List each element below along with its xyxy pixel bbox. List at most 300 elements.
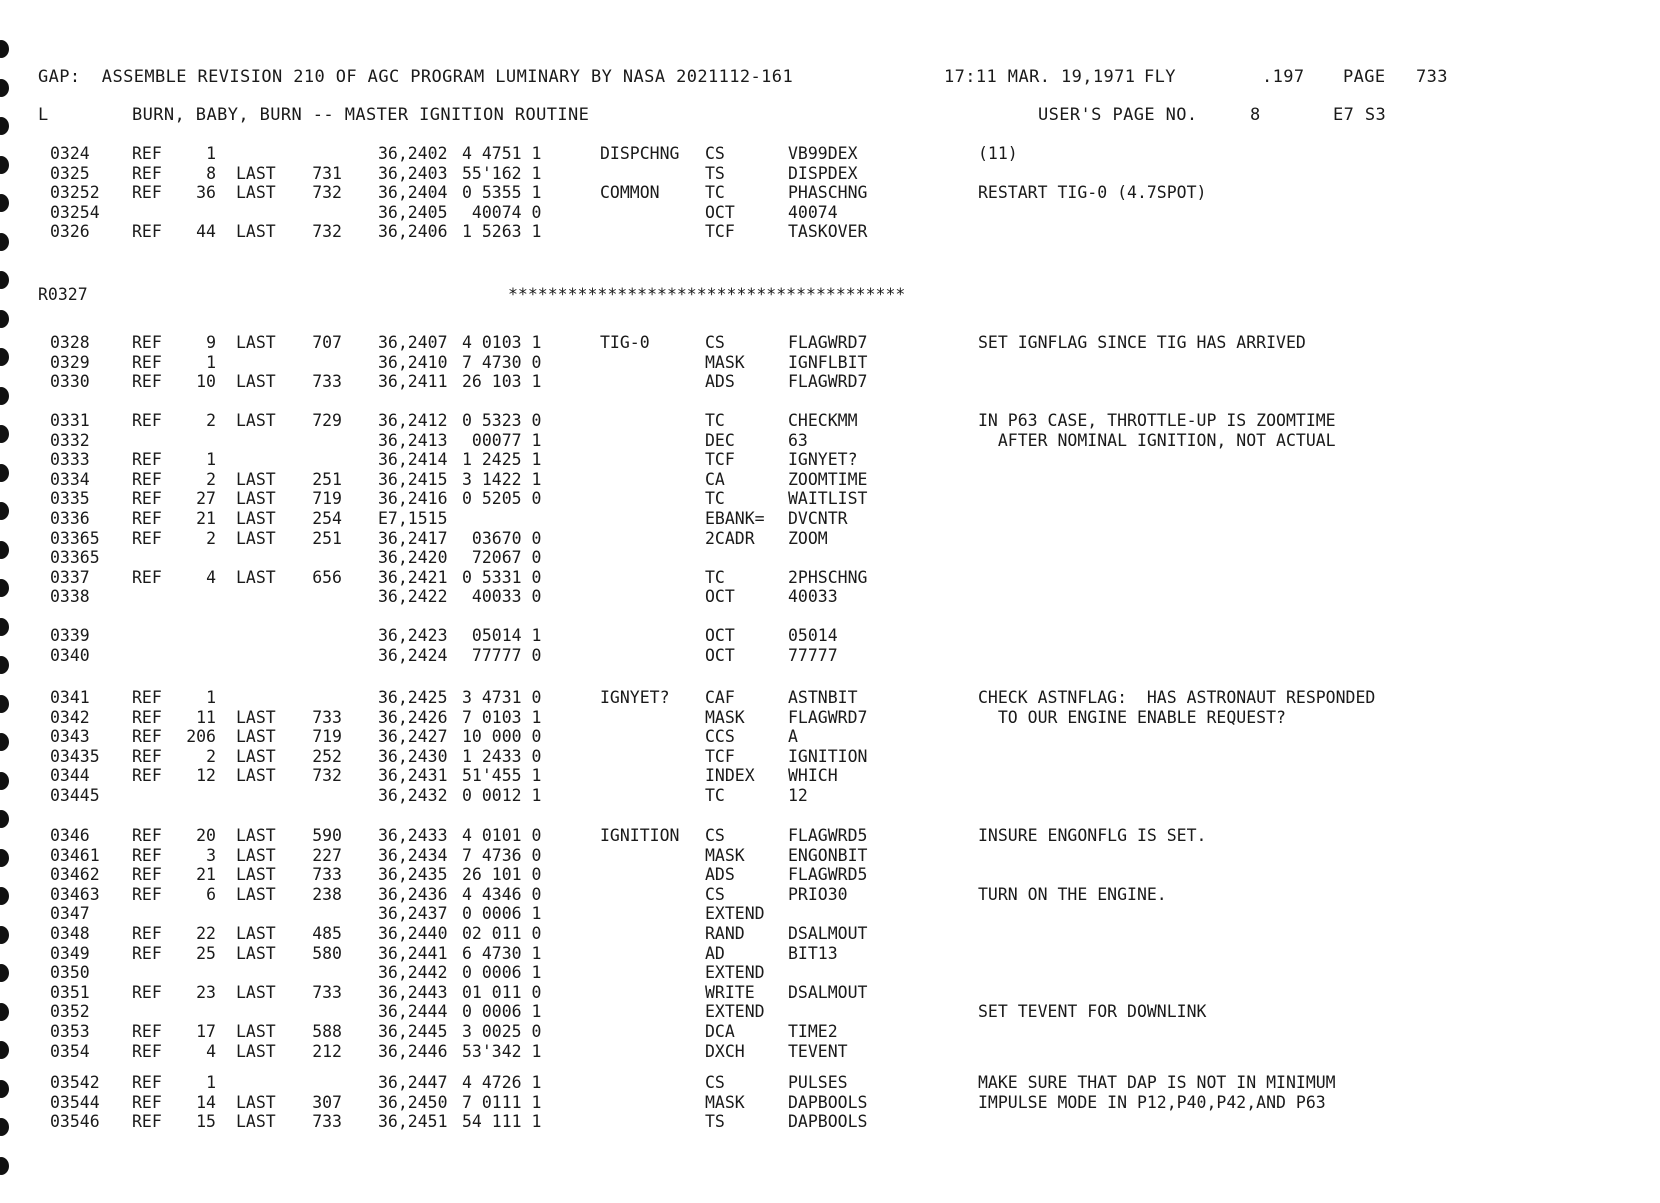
cell-operand: VB99DEX (788, 144, 858, 163)
cell-line: 0325 (50, 163, 90, 183)
cell-line: 0329 (50, 352, 90, 372)
cell-op: TS (705, 1112, 725, 1132)
cell-line: 0339 (50, 626, 90, 645)
cell-operand: PULSES (788, 1073, 848, 1092)
cell-code: 0 0006 1 (462, 904, 542, 924)
cell-operand: ENGONBIT (788, 845, 868, 865)
cell-line: 0335 (50, 489, 90, 509)
punch-hole (0, 1041, 9, 1059)
cell-code: 1 5263 1 (462, 222, 542, 242)
cell-label: TIG-0 (600, 333, 650, 352)
cell-addr: 36,2445 (378, 1022, 448, 1041)
cell-operand: FLAGWRD7 (788, 372, 868, 392)
cell-ref: REF (132, 352, 162, 372)
punch-hole (0, 1003, 9, 1021)
cell-line: 03461 (50, 845, 100, 865)
cell-operand: DSALMOUT (788, 982, 868, 1002)
cell-refn: 2 (206, 411, 216, 430)
cell-op: WRITE (705, 982, 755, 1002)
cell-operand: ZOOM (788, 528, 828, 548)
cell-op: MASK (705, 845, 745, 865)
cell-line: 0337 (50, 567, 90, 587)
punch-hole (0, 733, 9, 751)
cell-comment: TURN ON THE ENGINE. (978, 884, 1167, 904)
cell-op: TC (705, 567, 725, 587)
cell-code: 53'342 1 (462, 1041, 542, 1061)
cell-code: 3 1422 1 (462, 469, 542, 489)
punch-hole (0, 348, 9, 366)
cell-lastn: 307 (312, 1092, 342, 1112)
cell-op: MASK (705, 707, 745, 727)
cell-line: 03435 (50, 746, 100, 766)
cell-op: TS (705, 163, 725, 183)
cell-last: LAST (236, 163, 276, 183)
punch-hole (0, 926, 9, 944)
cell-code: 77777 0 (462, 645, 542, 665)
cell-last: LAST (236, 1112, 276, 1132)
cell-addr: 36,2421 (378, 567, 448, 587)
cell-ref: REF (132, 943, 162, 963)
cell-addr: 36,2410 (378, 352, 448, 372)
punch-hole (0, 887, 9, 905)
cell-code: 0 0006 1 (462, 1002, 542, 1022)
punch-hole (0, 695, 9, 713)
cell-last: LAST (236, 509, 276, 528)
mode: FLY (1144, 67, 1176, 87)
cell-op: CS (705, 884, 725, 904)
cell-addr: 36,2443 (378, 982, 448, 1002)
cell-lastn: 733 (312, 372, 342, 392)
cell-comment: SET TEVENT FOR DOWNLINK (978, 1002, 1207, 1022)
cell-addr: 36,2425 (378, 688, 448, 707)
cell-refn: 22 (196, 924, 216, 943)
cell-comment: TO OUR ENGINE ENABLE REQUEST? (978, 707, 1286, 727)
cell-ref: REF (132, 372, 162, 392)
cell-operand: A (788, 727, 798, 747)
cell-operand: DISPDEX (788, 163, 858, 183)
cell-lastn: 733 (312, 1112, 342, 1132)
cell-ref: REF (132, 688, 162, 707)
cell-operand: FLAGWRD7 (788, 707, 868, 727)
cell-code: 0 0012 1 (462, 786, 542, 805)
cell-code: 7 0103 1 (462, 707, 542, 727)
cell-refn: 3 (206, 845, 216, 865)
cell-refn: 25 (196, 943, 216, 963)
cell-op: CS (705, 1073, 725, 1092)
cell-line: 03542 (50, 1073, 100, 1092)
cell-op: DXCH (705, 1041, 745, 1061)
cell-operand: FLAGWRD7 (788, 333, 868, 352)
cell-operand: TIME2 (788, 1022, 838, 1041)
cell-refn: 17 (196, 1022, 216, 1041)
cell-refn: 2 (206, 746, 216, 766)
cell-lastn: 719 (312, 727, 342, 747)
page-label: PAGE (1343, 67, 1386, 87)
cell-last: LAST (236, 845, 276, 865)
cell-code: 01 011 0 (462, 982, 542, 1002)
cell-line: 0347 (50, 904, 90, 924)
cell-ref: REF (132, 528, 162, 548)
cell-comment: CHECK ASTNFLAG: HAS ASTRONAUT RESPONDED (978, 688, 1376, 707)
cell-addr: 36,2447 (378, 1073, 448, 1092)
cell-refn: 1 (206, 688, 216, 707)
punch-hole (0, 1118, 9, 1136)
cell-code: 4 0103 1 (462, 333, 542, 352)
cell-line: 0349 (50, 943, 90, 963)
cell-lastn: 707 (312, 333, 342, 352)
cell-code: 1 2433 0 (462, 746, 542, 766)
cell-line: 0340 (50, 645, 90, 665)
cell-operand: 12 (788, 786, 808, 805)
cell-addr: 36,2417 (378, 528, 448, 548)
cell-lastn: 733 (312, 707, 342, 727)
cell-label: COMMON (600, 183, 660, 203)
cell-op: TCF (705, 746, 735, 766)
cell-op: 2CADR (705, 528, 755, 548)
cell-op: TC (705, 786, 725, 805)
cell-addr: 36,2450 (378, 1092, 448, 1112)
cell-ref: REF (132, 845, 162, 865)
cell-last: LAST (236, 469, 276, 489)
cell-ref: REF (132, 489, 162, 509)
cell-operand: BIT13 (788, 943, 838, 963)
cell-last: LAST (236, 183, 276, 203)
cell-addr: 36,2423 (378, 626, 448, 645)
cell-code: 4 0101 0 (462, 826, 542, 845)
cell-code: 51'455 1 (462, 766, 542, 786)
users-page-label: USER'S PAGE NO. (1038, 105, 1198, 125)
cell-ref: REF (132, 826, 162, 845)
cell-line: 0336 (50, 509, 90, 528)
cell-operand: ASTNBIT (788, 688, 858, 707)
cell-op: MASK (705, 352, 745, 372)
cell-line: 0334 (50, 469, 90, 489)
cell-refn: 27 (196, 489, 216, 509)
cell-ref: REF (132, 1112, 162, 1132)
cell-addr: 36,2416 (378, 489, 448, 509)
cell-refn: 36 (196, 183, 216, 203)
cell-addr: 36,2430 (378, 746, 448, 766)
cell-ref: REF (132, 727, 162, 747)
cell-addr: 36,2415 (378, 469, 448, 489)
cell-last: LAST (236, 1092, 276, 1112)
cell-operand: WHICH (788, 766, 838, 786)
cell-ref: REF (132, 469, 162, 489)
cell-op: CAF (705, 688, 735, 707)
cell-line: 0348 (50, 924, 90, 943)
cell-operand: 2PHSCHNG (788, 567, 868, 587)
cell-last: LAST (236, 372, 276, 392)
cell-code: 40074 0 (462, 202, 542, 222)
separator-label: R0327 (38, 285, 88, 304)
cell-line: 03544 (50, 1092, 100, 1112)
cell-last: LAST (236, 865, 276, 885)
cell-refn: 1 (206, 1073, 216, 1092)
punch-hole (0, 964, 9, 982)
cell-op: TC (705, 183, 725, 203)
cell-last: LAST (236, 1041, 276, 1061)
cell-addr: 36,2427 (378, 727, 448, 747)
cell-addr: 36,2444 (378, 1002, 448, 1022)
punch-hole (0, 849, 9, 867)
cell-comment: AFTER NOMINAL IGNITION, NOT ACTUAL (978, 430, 1336, 450)
cell-lastn: 252 (312, 746, 342, 766)
cell-addr: 36,2441 (378, 943, 448, 963)
cell-code: 4 4751 1 (462, 144, 542, 163)
cell-addr: 36,2434 (378, 845, 448, 865)
cell-line: 0343 (50, 727, 90, 747)
cell-op: INDEX (705, 766, 755, 786)
cell-operand: DSALMOUT (788, 924, 868, 943)
cell-operand: 77777 (788, 645, 838, 665)
cell-code: 54 111 1 (462, 1112, 542, 1132)
cell-ref: REF (132, 450, 162, 470)
cell-op: CA (705, 469, 725, 489)
cell-op: OCT (705, 645, 735, 665)
cell-addr: 36,2424 (378, 645, 448, 665)
cell-refn: 206 (186, 727, 216, 747)
routine-title: BURN, BABY, BURN -- MASTER IGNITION ROUTINE (132, 105, 590, 125)
cell-operand: IGNFLBIT (788, 352, 868, 372)
cell-ref: REF (132, 884, 162, 904)
cell-addr: 36,2404 (378, 183, 448, 203)
cell-operand: FLAGWRD5 (788, 865, 868, 885)
cell-ref: REF (132, 411, 162, 430)
cell-addr: 36,2446 (378, 1041, 448, 1061)
cell-op: OCT (705, 202, 735, 222)
cell-last: LAST (236, 766, 276, 786)
cell-refn: 21 (196, 509, 216, 528)
cell-ref: REF (132, 707, 162, 727)
cell-line: 0328 (50, 333, 90, 352)
cell-last: LAST (236, 333, 276, 352)
cell-line: 0326 (50, 222, 90, 242)
cell-code: 7 4730 0 (462, 352, 542, 372)
cell-line: 03365 (50, 528, 100, 548)
cell-op: OCT (705, 626, 735, 645)
cell-ref: REF (132, 1092, 162, 1112)
cell-addr: 36,2412 (378, 411, 448, 430)
cell-ref: REF (132, 222, 162, 242)
cell-addr: 36,2437 (378, 904, 448, 924)
cell-code: 10 000 0 (462, 727, 542, 747)
cell-last: LAST (236, 411, 276, 430)
cell-lastn: 733 (312, 865, 342, 885)
cell-last: LAST (236, 746, 276, 766)
cell-last: LAST (236, 528, 276, 548)
cell-operand: FLAGWRD5 (788, 826, 868, 845)
header-line-2 (0, 104, 1387, 126)
cell-refn: 20 (196, 826, 216, 845)
cell-operand: TEVENT (788, 1041, 848, 1061)
cell-line: 03462 (50, 865, 100, 885)
cell-code: 0 0006 1 (462, 963, 542, 983)
punch-hole (0, 40, 9, 58)
cell-line: 03254 (50, 202, 100, 222)
cell-code: 4 4346 0 (462, 884, 542, 904)
cell-code: 40033 0 (462, 587, 542, 607)
cell-op: EXTEND (705, 904, 765, 924)
cell-refn: 10 (196, 372, 216, 392)
cell-op: MASK (705, 1092, 745, 1112)
cell-code: 05014 1 (462, 626, 542, 645)
punch-hole (0, 464, 9, 482)
cell-operand: PHASCHNG (788, 183, 868, 203)
cell-operand: 05014 (788, 626, 838, 645)
cell-addr: 36,2431 (378, 766, 448, 786)
cell-lastn: 485 (312, 924, 342, 943)
cell-addr: 36,2411 (378, 372, 448, 392)
cell-line: 0331 (50, 411, 90, 430)
punch-hole (0, 271, 9, 289)
cell-lastn: 254 (312, 509, 342, 528)
cell-addr: 36,2403 (378, 163, 448, 183)
cell-lastn: 656 (312, 567, 342, 587)
cell-operand: IGNYET? (788, 450, 858, 470)
cell-refn: 23 (196, 982, 216, 1002)
cell-op: ADS (705, 372, 735, 392)
cell-last: LAST (236, 727, 276, 747)
cell-lastn: 212 (312, 1041, 342, 1061)
cell-addr: 36,2420 (378, 548, 448, 568)
cell-ref: REF (132, 163, 162, 183)
bank-code: E7 S3 (1333, 105, 1387, 125)
cell-line: 0332 (50, 430, 90, 450)
cell-code: 3 4731 0 (462, 688, 542, 707)
cell-operand: ZOOMTIME (788, 469, 868, 489)
cell-code: 0 5205 0 (462, 489, 542, 509)
cell-comment: IN P63 CASE, THROTTLE-UP IS ZOOMTIME (978, 411, 1336, 430)
cell-op: RAND (705, 924, 745, 943)
cell-refn: 15 (196, 1112, 216, 1132)
header-line-1 (0, 66, 1448, 88)
cell-line: 0333 (50, 450, 90, 470)
cell-operand: 40074 (788, 202, 838, 222)
cell-line: 03252 (50, 183, 100, 203)
cell-op: CS (705, 144, 725, 163)
cell-code: 7 0111 1 (462, 1092, 542, 1112)
cell-op: CS (705, 333, 725, 352)
cell-addr: 36,2407 (378, 333, 448, 352)
cell-lastn: 227 (312, 845, 342, 865)
value: .197 (1262, 67, 1305, 87)
cell-ref: REF (132, 865, 162, 885)
cell-label: IGNITION (600, 826, 680, 845)
cell-op: AD (705, 943, 725, 963)
punch-hole (0, 618, 9, 636)
cell-ref: REF (132, 509, 162, 528)
cell-refn: 1 (206, 144, 216, 163)
cell-line: 0353 (50, 1022, 90, 1041)
cell-lastn: 238 (312, 884, 342, 904)
cell-refn: 14 (196, 1092, 216, 1112)
cell-op: OCT (705, 587, 735, 607)
cell-line: 03463 (50, 884, 100, 904)
cell-code: 00077 1 (462, 430, 542, 450)
cell-line: 0354 (50, 1041, 90, 1061)
cell-comment: RESTART TIG-0 (4.7SPOT) (978, 183, 1207, 203)
cell-code: 26 101 0 (462, 865, 542, 885)
cell-lastn: 733 (312, 982, 342, 1002)
cell-lastn: 251 (312, 469, 342, 489)
cell-op: DCA (705, 1022, 735, 1041)
cell-comment: (11) (978, 144, 1018, 163)
cell-line: 0346 (50, 826, 90, 845)
cell-refn: 2 (206, 528, 216, 548)
cell-ref: REF (132, 333, 162, 352)
punch-hole (0, 541, 9, 559)
cell-operand: DAPBOOLS (788, 1092, 868, 1112)
cell-refn: 4 (206, 567, 216, 587)
cell-lastn: 588 (312, 1022, 342, 1041)
cell-addr: 36,2442 (378, 963, 448, 983)
cell-addr: E7,1515 (378, 509, 448, 528)
cell-line: 03445 (50, 786, 100, 805)
cell-last: LAST (236, 1022, 276, 1041)
cell-addr: 36,2436 (378, 884, 448, 904)
cell-operand: TASKOVER (788, 222, 868, 242)
cell-addr: 36,2422 (378, 587, 448, 607)
cell-last: LAST (236, 884, 276, 904)
cell-op: TC (705, 489, 725, 509)
cell-comment: SET IGNFLAG SINCE TIG HAS ARRIVED (978, 333, 1306, 352)
cell-refn: 6 (206, 884, 216, 904)
cell-lastn: 719 (312, 489, 342, 509)
cell-lastn: 732 (312, 183, 342, 203)
cell-last: LAST (236, 924, 276, 943)
cell-op: TCF (705, 450, 735, 470)
cell-addr: 36,2432 (378, 786, 448, 805)
cell-refn: 21 (196, 865, 216, 885)
cell-code: 0 5355 1 (462, 183, 542, 203)
punch-hole (0, 772, 9, 790)
punch-hole (0, 1080, 9, 1098)
cell-comment: MAKE SURE THAT DAP IS NOT IN MINIMUM (978, 1073, 1336, 1092)
cell-refn: 1 (206, 352, 216, 372)
punch-hole (0, 425, 9, 443)
cell-last: LAST (236, 982, 276, 1002)
cell-line: 0351 (50, 982, 90, 1002)
cell-last: LAST (236, 943, 276, 963)
cell-ref: REF (132, 144, 162, 163)
cell-addr: 36,2440 (378, 924, 448, 943)
cell-refn: 44 (196, 222, 216, 242)
cell-op: ADS (705, 865, 735, 885)
cell-last: LAST (236, 707, 276, 727)
cell-addr: 36,2413 (378, 430, 448, 450)
cell-refn: 12 (196, 766, 216, 786)
cell-ref: REF (132, 766, 162, 786)
cell-ref: REF (132, 982, 162, 1002)
cell-line: 0350 (50, 963, 90, 983)
timestamp: 17:11 MAR. 19,1971 (944, 67, 1136, 87)
cell-code: 3 0025 0 (462, 1022, 542, 1041)
cell-ref: REF (132, 1073, 162, 1092)
cell-lastn: 590 (312, 826, 342, 845)
cell-addr: 36,2405 (378, 202, 448, 222)
cell-ref: REF (132, 924, 162, 943)
cell-last: LAST (236, 222, 276, 242)
cell-lastn: 731 (312, 163, 342, 183)
cell-addr: 36,2406 (378, 222, 448, 242)
cell-operand: DVCNTR (788, 509, 848, 528)
cell-op: TC (705, 411, 725, 430)
program-line: GAP: ASSEMBLE REVISION 210 OF AGC PROGRAM LUMINARY BY NASA 2021112-161 (38, 67, 794, 87)
cell-refn: 11 (196, 707, 216, 727)
cell-comment: IMPULSE MODE IN P12,P40,P42,AND P63 (978, 1092, 1326, 1112)
cell-addr: 36,2414 (378, 450, 448, 470)
cell-addr: 36,2435 (378, 865, 448, 885)
